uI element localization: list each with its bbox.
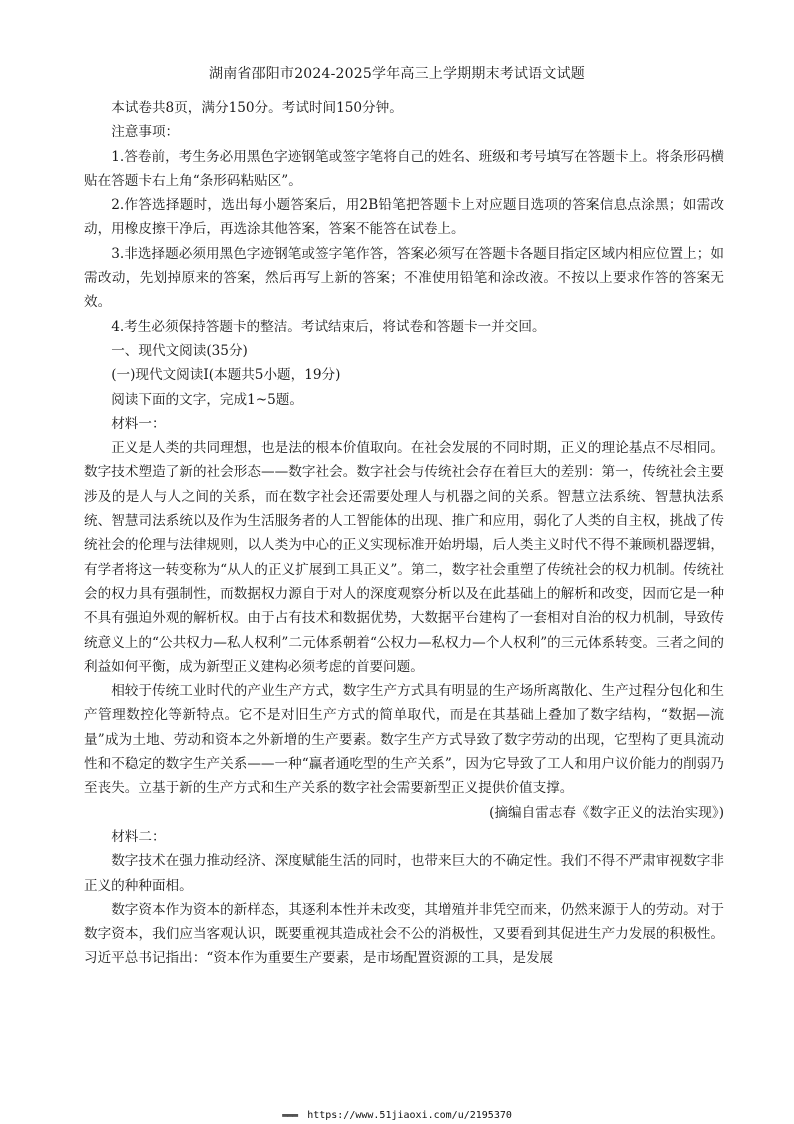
page-footer: [0, 1110, 794, 1121]
material-paragraph: 正义是人类的共同理想，也是法的根本价值取向。在社会发展的不同时期，正义的理论基点不尽相同。数字技术塑造了新的社会形态——数字社会。数字社会与传统社会存在着巨大的差别：第一，传统社会主要涉及的是人与人之间的关系，而在数字社会还需要处理人与机器之间的关系。智慧立法系统、智慧执法系统、智慧司法系统以及作为生活服务者的人工智能体的出现、推广和应用，弱化了人类的自主权，挑战了传统社会的伦理与法律规则，以人类为中心的正义实现标准开始坍塌，后人类主义时代不得不兼顾机器逻辑，有学者将这一转变称为“从人的正义扩展到工具正义”。第二，数字社会重塑了传统社会的权力机制。传统社会的权力具有强制性，而数据权力源自于对人的深度观察分析以及在此基础上的解析和改变，因而它是一种不具有强迫外观的解析权。由于占有技术和数据优势，大数据平台建构了一套相对自治的权力机制，导致传统意义上的“公共权力—私人权利”二元体系朝着“公权力—私权力—个人权利”的三元体系转变。三者之间的利益如何平衡，成为新型正义建构必须考虑的首要问题。: [84, 440, 724, 675]
notice-item: 3.非选择题必须用黑色字迹钢笔或签字笔作答，答案必须写在答题卡各题目指定区域内相应位置上；如需改动，先划掉原来的答案，然后再写上新的答案；不准使用铅笔和涂改液。不按以上要求作答的答案无效。: [84, 245, 724, 311]
material-label: 材料一：: [111, 415, 166, 432]
material-paragraph: 数字资本作为资本的新样态，其逐利本性并未改变，其增殖并非凭空而来，仍然来源于人的劳动。对于数字资本，我们应当客观认识，既要重视其造成社会不公的消极性，又要看到其促进生产力发展的积极性。习近平总书记指出：“资本作为重要生产要素，是市场配置资源的工具，是发展: [84, 901, 724, 967]
notice-item: 4.考生必须保持答题卡的整洁。考试结束后，将试卷和答题卡一并交回。: [111, 318, 546, 335]
material-paragraph: 相较于传统工业时代的产业生产方式，数字生产方式具有明显的生产场所离散化、生产过程分包化和生产管理数控化等新特点。它不是对旧生产方式的简单取代，而是在其基础上叠加了数字结构，“数据—流量”成为土地、劳动和资本之外新增的生产要素。数字生产方式导致了数字劳动的出现，它型构了更具流动性和不稳定的数字生产关系——一种“赢者通吃型的生产关系”，因为它导致了工人和用户议价能力的削弱乃至丧失。立基于新的生产方式和生产关系的数字社会需要新型正义提供价值支撑。: [84, 683, 724, 797]
material-paragraph: 数字技术在强力推动经济、深度赋能生活的同时，也带来巨大的不确定性。我们不得不严肃审视数字非正义的种种面相。: [84, 853, 724, 894]
material-label: 材料二：: [111, 828, 166, 845]
section-heading: 一、现代文阅读(35分): [111, 342, 248, 359]
notice-heading: 注意事项：: [111, 124, 180, 141]
document-body: [84, 96, 724, 971]
page-title: 湖南省邵阳市2024-2025学年高三上学期期末考试语文试题: [209, 66, 585, 82]
footer-logo: ▬▬▬: [282, 1110, 298, 1121]
material-source: (摘编自雷志春《数字正义的法治实现》): [489, 804, 724, 821]
intro-text: 本试卷共8页，满分150分。考试时间150分钟。: [111, 100, 403, 116]
footer-url[interactable]: https://www.51jiaoxi.com/u/2195370: [307, 1110, 512, 1121]
reading-instruction: 阅读下面的文字，完成1~5题。: [111, 391, 303, 408]
subsection-heading: (一)现代文阅读Ⅰ(本题共5小题，19分): [111, 367, 341, 384]
notice-item: 2.作答选择题时，选出每小题答案后，用2B铅笔把答题卡上对应题目选项的答案信息点涂黑；如需改动，用橡皮擦干净后，再选涂其他答案，答案不能答在试卷上。: [84, 197, 724, 238]
notice-item: 1.答卷前，考生务必用黑色字迹钢笔或签字笔将自己的姓名、班级和考号填写在答题卡上。将条形码横贴在答题卡右上角“条形码粘贴区”。: [84, 148, 724, 189]
